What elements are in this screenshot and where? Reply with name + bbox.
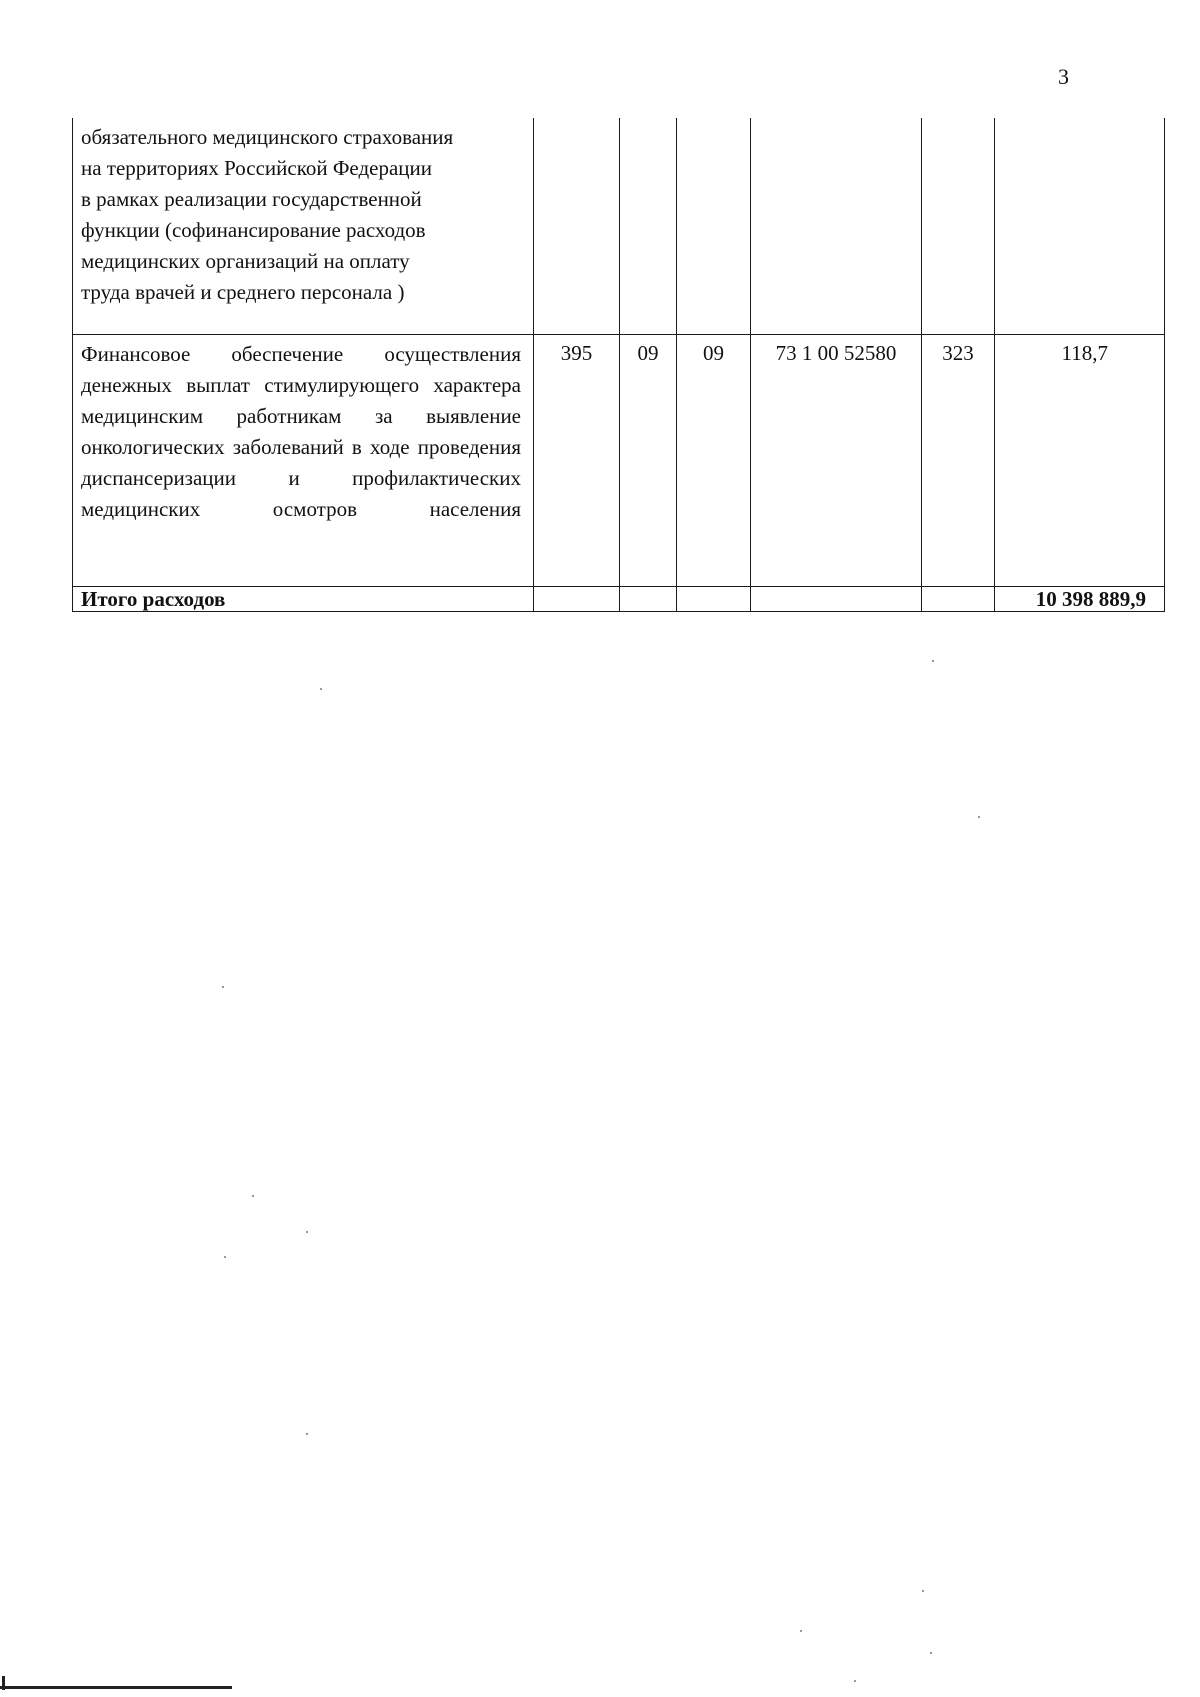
expenditure-table xyxy=(72,118,1165,612)
table-row xyxy=(73,118,1165,335)
total-amount: 10 398 889,9 xyxy=(995,587,1165,612)
row-description xyxy=(73,335,534,587)
description-line: медицинских организаций на оплату xyxy=(81,249,410,273)
subsection-cell xyxy=(677,118,751,335)
scan-speck xyxy=(922,1590,924,1592)
amount-cell: 118,7 xyxy=(995,335,1165,587)
scan-speck xyxy=(320,688,322,690)
scan-speck xyxy=(306,1433,308,1435)
target-article-cell xyxy=(751,587,922,612)
subsection-cell: 09 xyxy=(677,335,751,587)
total-row xyxy=(73,587,1165,612)
page-number: 3 xyxy=(1058,64,1069,89)
scan-edge-line xyxy=(0,1686,232,1689)
target-article-cell xyxy=(751,118,922,335)
subsection-cell xyxy=(677,587,751,612)
section-cell xyxy=(620,587,677,612)
description-line: на территориях Российской Федерации xyxy=(81,156,433,180)
section-cell xyxy=(620,118,677,335)
scan-speck xyxy=(800,1630,802,1632)
scan-speck xyxy=(222,986,224,988)
section-cell: 09 xyxy=(620,335,677,587)
description-line: функции (софинансирование расходов xyxy=(81,218,426,242)
description-line: обязательного медицинского страхования xyxy=(81,125,454,149)
amount-cell xyxy=(995,118,1165,335)
scan-speck xyxy=(930,1652,932,1654)
expense-type-cell xyxy=(922,118,995,335)
scan-speck xyxy=(932,660,934,662)
scan-speck xyxy=(854,1680,856,1682)
ministry-cell xyxy=(534,118,620,335)
ministry-cell xyxy=(534,587,620,612)
description-text: Финансовое обеспечение осуществления денежных выплат стимулирующего характера медицинским работникам за выявление онкологических заболеваний в ходе проведения диспансеризации и профилактических медицинских осмотров населения xyxy=(81,342,521,521)
row-description xyxy=(73,118,534,335)
scan-speck xyxy=(978,816,980,818)
scan-speck xyxy=(252,1195,254,1197)
scan-speck xyxy=(306,1231,308,1233)
expense-type-cell xyxy=(922,587,995,612)
expense-type-cell: 323 xyxy=(922,335,995,587)
description-line: труда врачей и среднего персонала ) xyxy=(81,280,405,304)
total-label: Итого расходов xyxy=(73,587,534,612)
description-line: в рамках реализации государственной xyxy=(81,187,422,211)
ministry-cell: 395 xyxy=(534,335,620,587)
scan-speck xyxy=(224,1256,226,1258)
target-article-cell: 73 1 00 52580 xyxy=(751,335,922,587)
table-row xyxy=(73,335,1165,587)
